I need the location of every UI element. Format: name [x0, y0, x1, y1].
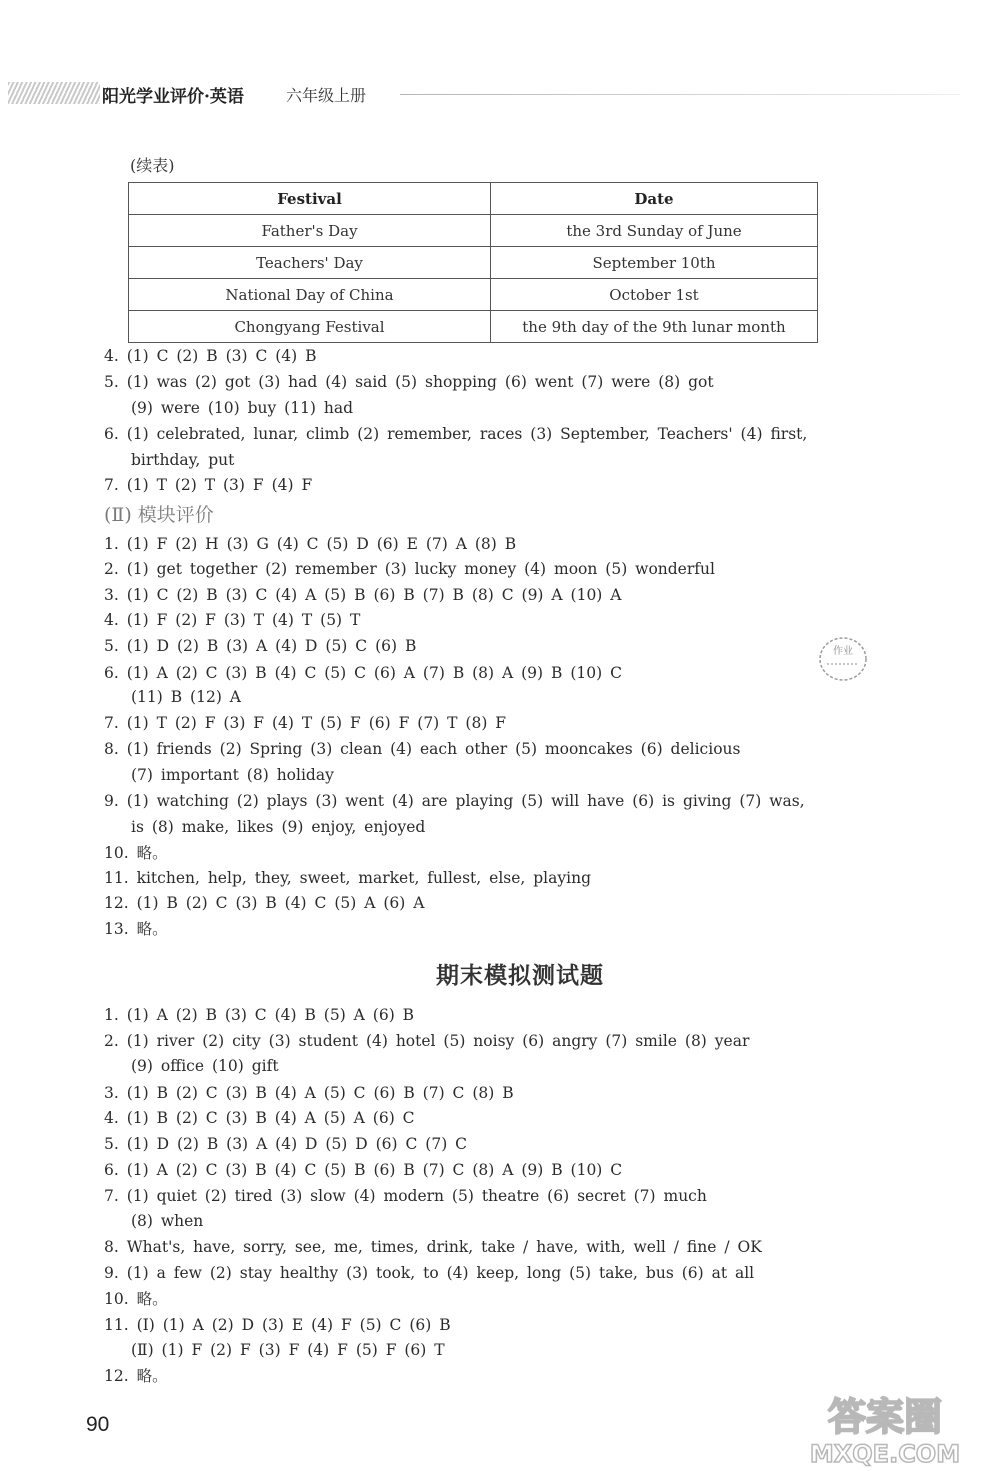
answer-line: 6. (1) A (2) C (3) B (4) C (5) B (6) B (7) C (8) A (9) B (10) C	[104, 1161, 623, 1179]
answer-line: 6. (1) A (2) C (3) B (4) C (5) C (6) A (7) B (8) A (9) B (10) C	[104, 664, 622, 682]
page-number: 90	[86, 1413, 110, 1436]
header-rule	[400, 94, 960, 95]
answer-line: 11. (Ⅰ) (1) A (2) D (3) E (4) F (5) C (6) B	[104, 1316, 451, 1334]
answer-line: 4. (1) B (2) C (3) B (4) A (5) A (6) C	[104, 1109, 415, 1127]
book-title: 阳光学业评价·英语	[102, 87, 244, 107]
answer-line: 8. (1) friends (2) Spring (3) clean (4) each other (5) mooncakes (6) delicious	[104, 740, 741, 758]
answer-line: 8. What's, have, sorry, see, me, times, drink, take / have, with, well / fine / OK	[104, 1238, 762, 1256]
answer-line: 10. 略。	[104, 1290, 168, 1308]
watermark-url-text: MXQE.COM	[809, 1440, 961, 1468]
table-row	[129, 311, 818, 343]
answer-line: (11) B (12) A	[131, 688, 241, 706]
table-header-row	[129, 183, 818, 215]
answer-line: 4. (1) F (2) F (3) T (4) T (5) T	[104, 611, 361, 629]
watermark-logo	[790, 1388, 980, 1468]
date-cell: the 3rd Sunday of June	[491, 215, 818, 247]
answer-line: 10. 略。	[104, 844, 168, 862]
page-header	[0, 78, 1000, 108]
table-row	[129, 279, 818, 311]
answer-line: 3. (1) B (2) C (3) B (4) A (5) C (6) B (7) C (8) B	[104, 1084, 514, 1102]
section-heading: (Ⅱ) 模块评价	[104, 504, 214, 526]
answer-line: 5. (1) D (2) B (3) A (4) D (5) D (6) C (7) C	[104, 1135, 468, 1153]
answer-line: (9) were (10) buy (11) had	[131, 399, 354, 417]
date-cell: October 1st	[491, 279, 818, 311]
answer-line: 1. (1) A (2) B (3) C (4) B (5) A (6) B	[104, 1006, 415, 1024]
festival-table	[128, 182, 818, 343]
answer-line: (7) important (8) holiday	[131, 766, 334, 784]
date-cell: the 9th day of the 9th lunar month	[491, 311, 818, 343]
stamp-text: 作业	[833, 646, 853, 657]
answer-line: 5. (1) was (2) got (3) had (4) said (5) shopping (6) went (7) were (8) got	[104, 373, 714, 391]
answer-line: is (8) make, likes (9) enjoy, enjoyed	[131, 818, 426, 836]
answer-line: 1. (1) F (2) H (3) G (4) C (5) D (6) E (7) A (8) B	[104, 535, 517, 553]
table-continued-note: (续表)	[130, 156, 175, 175]
answer-line: 4. (1) C (2) B (3) C (4) B	[104, 347, 317, 365]
answer-line: birthday, put	[131, 451, 235, 469]
answer-line: 2. (1) get together (2) remember (3) lucky money (4) moon (5) wonderful	[104, 560, 715, 578]
answer-line: 12. (1) B (2) C (3) B (4) C (5) A (6) A	[104, 894, 425, 912]
watermark-main-text: 答案圈	[827, 1395, 943, 1439]
table-row	[129, 215, 818, 247]
answer-line: (Ⅱ) (1) F (2) F (3) F (4) F (5) F (6) T	[131, 1341, 445, 1359]
answer-line: (8) when	[131, 1212, 204, 1230]
festival-cell: Teachers' Day	[129, 247, 491, 279]
answer-line: 7. (1) T (2) T (3) F (4) F	[104, 476, 313, 494]
answer-line: 9. (1) a few (2) stay healthy (3) took, to (4) keep, long (5) take, bus (6) at all	[104, 1264, 755, 1282]
exam-title: 期末模拟测试题	[436, 962, 604, 989]
answer-line: 6. (1) celebrated, lunar, climb (2) remember, races (3) September, Teachers' (4) first,	[104, 425, 808, 443]
answer-line: 13. 略。	[104, 920, 168, 938]
answer-line: 7. (1) T (2) F (3) F (4) T (5) F (6) F (7) T (8) F	[104, 714, 507, 732]
answer-line: 2. (1) river (2) city (3) student (4) hotel (5) noisy (6) angry (7) smile (8) year	[104, 1032, 750, 1050]
stamp-icon	[817, 634, 869, 684]
book-grade: 六年级上册	[286, 86, 367, 105]
answer-line: 5. (1) D (2) B (3) A (4) D (5) C (6) B	[104, 637, 417, 655]
date-cell: September 10th	[491, 247, 818, 279]
festival-cell: Chongyang Festival	[129, 311, 491, 343]
table-row	[129, 247, 818, 279]
header-festival: Festival	[129, 183, 491, 215]
answer-line: 12. 略。	[104, 1367, 168, 1385]
answer-line: 7. (1) quiet (2) tired (3) slow (4) modern (5) theatre (6) secret (7) much	[104, 1187, 707, 1205]
header-date: Date	[491, 183, 818, 215]
answer-line: (9) office (10) gift	[131, 1057, 279, 1075]
answer-line: 9. (1) watching (2) plays (3) went (4) are playing (5) will have (6) is giving (7) was,	[104, 792, 805, 810]
header-decoration	[8, 82, 100, 104]
festival-cell: National Day of China	[129, 279, 491, 311]
festival-cell: Father's Day	[129, 215, 491, 247]
answer-line: 11. kitchen, help, they, sweet, market, fullest, else, playing	[104, 869, 591, 887]
answer-line: 3. (1) C (2) B (3) C (4) A (5) B (6) B (7) B (8) C (9) A (10) A	[104, 586, 622, 604]
